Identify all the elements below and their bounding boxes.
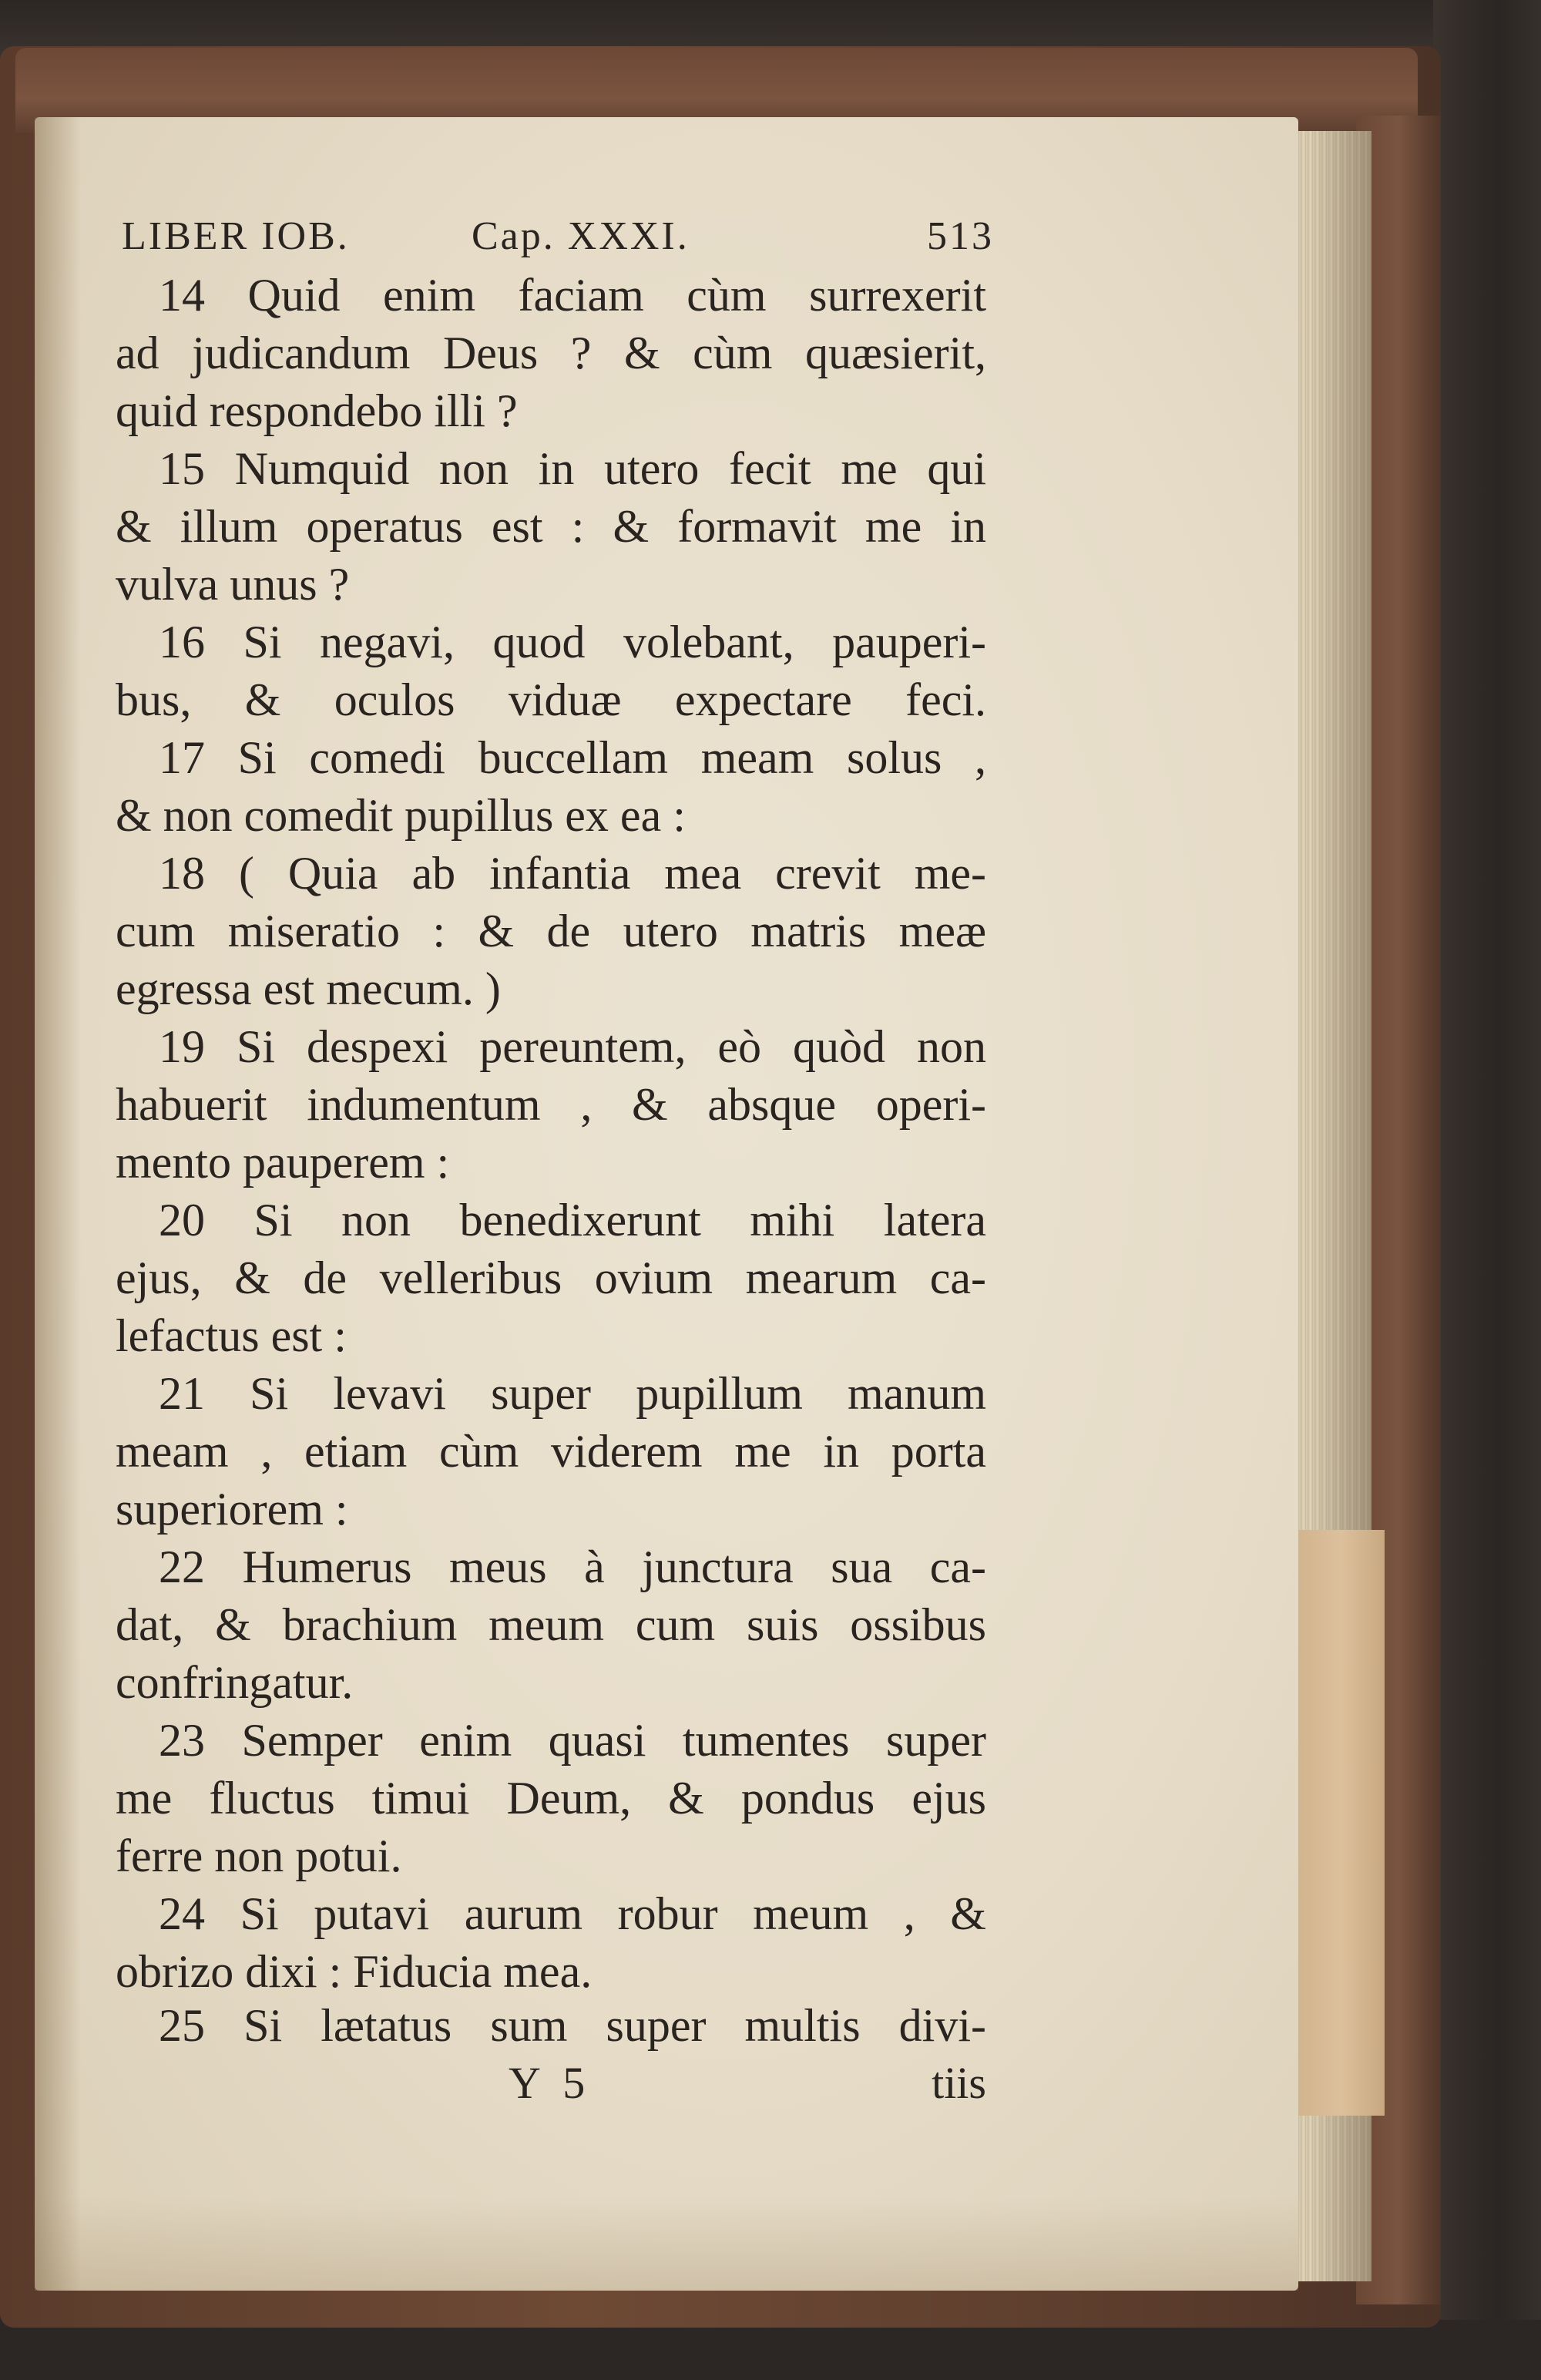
background-right xyxy=(1433,0,1541,2380)
text-line: ad judicandum Deus ? & cùm quæsierit, xyxy=(116,328,986,378)
page-gutter-shadow xyxy=(35,117,81,2291)
running-title: LIBER IOB. xyxy=(122,214,350,258)
text-line: dat, & brachium meum cum suis ossibus xyxy=(116,1599,986,1650)
text-line: 15 Numquid non in utero fecit me qui xyxy=(159,443,986,494)
page-footer xyxy=(116,2054,986,2113)
text-line: obrizo dixi : Fiducia mea. xyxy=(116,1946,593,1997)
text-line: ejus, & de velleribus ovium mearum ca- xyxy=(116,1252,986,1303)
text-line: 20 Si non benedixerunt mihi latera xyxy=(159,1195,986,1245)
text-line: 24 Si putavi aurum robur meum , & xyxy=(159,1888,986,1939)
text-line: 17 Si comedi buccellam meam solus , xyxy=(159,732,986,783)
text-line: me fluctus timui Deum, & pondus ejus xyxy=(116,1773,986,1824)
text-line: 16 Si negavi, quod volebant, pauperi- xyxy=(159,617,986,667)
text-line: vulva unus ? xyxy=(116,559,350,610)
text-line: cum miseratio : & de utero matris meæ xyxy=(116,906,986,956)
text-line: mento pauperem : xyxy=(116,1137,450,1188)
text-line: confringatur. xyxy=(116,1657,354,1708)
text-line: 19 Si despexi pereuntem, eò quòd non xyxy=(159,1021,986,1072)
text-line: egressa est mecum. ) xyxy=(116,963,501,1014)
text-line: & illum operatus est : & formavit me in xyxy=(116,501,986,552)
chapter-label: Cap. XXXI. xyxy=(472,214,690,258)
page-number: 513 xyxy=(926,214,994,258)
text-line: & non comedit pupillus ex ea : xyxy=(116,790,686,841)
text-line: meam , etiam cùm viderem me in porta xyxy=(116,1426,986,1477)
signature-mark: Y 5 xyxy=(509,2058,592,2108)
text-line: 25 Si lætatus sum super multis divi- xyxy=(159,2000,986,2051)
text-line: ferre non potui. xyxy=(116,1830,402,1881)
text-line: quid respondebo illi ? xyxy=(116,385,518,436)
text-line: 21 Si levavi super pupillum manum xyxy=(159,1368,986,1419)
text-line: 18 ( Quia ab infantia mea crevit me- xyxy=(159,848,986,899)
text-line: 23 Semper enim quasi tumentes super xyxy=(159,1715,986,1766)
text-line: superiorem : xyxy=(116,1484,348,1535)
catchword: tiis xyxy=(932,2058,986,2108)
text-line: lefactus est : xyxy=(116,1310,347,1361)
text-line: 14 Quid enim faciam cùm surrexerit xyxy=(159,270,986,321)
text-line: 22 Humerus meus à junctura sua ca- xyxy=(159,1541,986,1592)
text-line: habuerit indumentum , & absque operi- xyxy=(116,1079,986,1130)
text-line: bus, & oculos viduæ expectare feci. xyxy=(116,674,986,725)
paper-bookmark xyxy=(1297,1530,1385,2116)
text-block xyxy=(116,0,1002,2380)
